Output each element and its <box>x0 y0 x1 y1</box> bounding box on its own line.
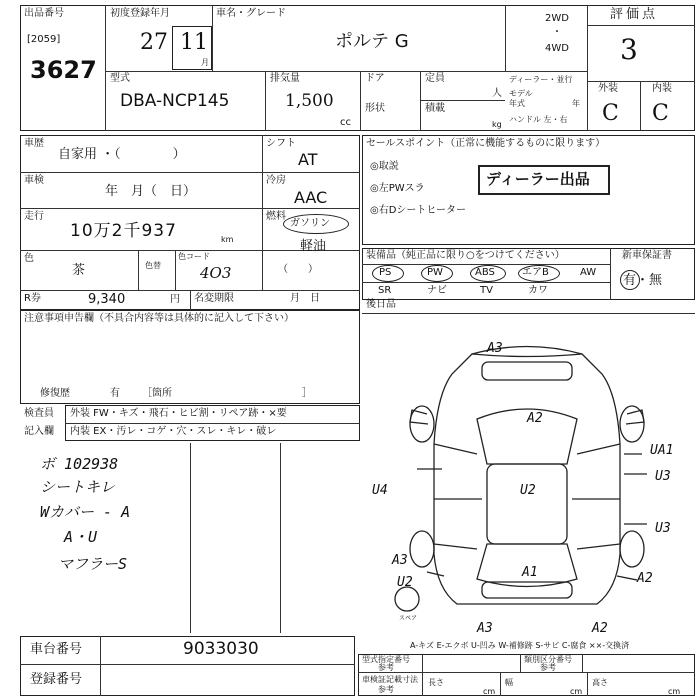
capacity-label: 定員 <box>425 73 445 84</box>
recycle-label: R券 <box>24 293 41 304</box>
lot-label: 出品番号 <box>24 8 64 19</box>
mark-a2-right: A2 <box>637 571 653 586</box>
lot-number: 3627 <box>30 56 97 84</box>
drive-2wd: 2WD <box>545 13 569 24</box>
sales-label: セールスポイント（正常に機能するものに限ります） <box>366 138 606 149</box>
int-label: 内装 <box>652 83 672 94</box>
ac-value: AAC <box>294 188 328 207</box>
mileage-label: 走行 <box>24 211 44 222</box>
model-value: DBA-NCP145 <box>120 91 230 111</box>
shape-label: 形状 <box>365 103 385 114</box>
spare-label: スペア <box>399 615 418 622</box>
model-year-label1: モデル <box>509 89 533 98</box>
shift-label: シフト <box>266 138 296 149</box>
chassis-label: 車台番号 <box>30 642 83 657</box>
handwritten-note-1: ボ 102938 <box>40 455 119 473</box>
mark-u2-left: U2 <box>397 575 413 590</box>
mark-a2-bottom: A2 <box>592 621 608 636</box>
rear-items-label: 後日品 <box>366 299 396 310</box>
displacement-unit: cc <box>340 117 351 128</box>
color-value: 茶 <box>72 263 86 278</box>
registry-label: 名変期限 <box>194 293 234 304</box>
header-frame <box>20 5 695 131</box>
width-unit: cm <box>570 687 583 696</box>
inspector-ext-row: 外装 FW・キズ・飛石・ヒビ割・リペア跡・×要 <box>70 408 287 419</box>
equip-abs: ABS <box>475 267 495 278</box>
damage-legend: A-キズ E-エクボ U-凹み W-補修跡 S-サビ C-腐食 ××-交換済 <box>410 641 630 650</box>
load-label: 積載 <box>425 103 445 114</box>
notes-label: 注意事項申告欄（不具合内容等は具体的に記入して下さい） <box>24 313 294 324</box>
equip-aw: AW <box>580 267 597 278</box>
mark-a3-top: A3 <box>487 341 503 356</box>
repair-label: 修復歴 <box>40 388 70 399</box>
equipment-label: 装備品（純正品に限り○をつけてください） <box>366 250 565 261</box>
dealer-label: ディーラー・並行 <box>509 75 573 84</box>
displacement-label: 排気量 <box>270 73 300 84</box>
repair-place: ［箇所 ］ <box>142 388 312 399</box>
color-code-label: 色コード <box>178 252 210 261</box>
fuel-gasoline: ガソリン <box>290 218 330 229</box>
sales-item-1: ◎取説 <box>370 161 399 172</box>
inspect-value: 年 月（ 日） <box>105 184 197 199</box>
shift-value: AT <box>298 150 318 169</box>
capacity-unit: 人 <box>492 88 502 99</box>
length-unit: cm <box>483 687 496 696</box>
car-name: ポルテ G <box>335 31 409 52</box>
ext-grade: C <box>602 101 619 126</box>
equip-sr: SR <box>378 285 392 296</box>
car-name-label: 車名・グレード <box>216 8 286 19</box>
ext-label: 外装 <box>598 83 618 94</box>
mark-a1: A1 <box>522 565 538 580</box>
score-label: 評価点 <box>610 7 659 22</box>
door-label: ドア <box>365 73 385 84</box>
model-spec-ref: 参考 <box>378 663 394 672</box>
reg-year: 27 <box>140 30 168 55</box>
int-grade: C <box>652 101 669 126</box>
model-year-unit: 年 <box>572 99 580 108</box>
equip-ps: PS <box>379 267 392 278</box>
certified-label: 車検証記載寸法 <box>362 675 418 684</box>
inspector-label-1: 検査員 <box>24 408 54 419</box>
registration-label: 登録番号 <box>30 672 83 687</box>
mark-a2-roof: A2 <box>527 411 543 426</box>
fuel-label: 燃料 <box>266 211 286 222</box>
inspector-label-2: 記入欄 <box>24 426 54 437</box>
mark-u3-lower: U3 <box>655 521 671 536</box>
color-label: 色 <box>24 253 34 264</box>
score-value: 3 <box>620 33 638 66</box>
lot-tag: [2059] <box>27 34 61 45</box>
mark-a3-left: A3 <box>392 553 408 568</box>
color-code-value: 4O3 <box>200 264 232 282</box>
equip-pw: PW <box>427 267 443 278</box>
certified-ref: 参考 <box>378 685 394 694</box>
height-unit: cm <box>668 687 681 696</box>
mark-ua1: UA1 <box>650 443 674 458</box>
drive-dot: ・ <box>552 27 562 38</box>
equip-tv: TV <box>480 285 493 296</box>
equip-navi: ナビ <box>427 285 447 296</box>
fuel-other: （ ） <box>278 264 318 275</box>
displacement-value: 1,500 <box>285 91 334 111</box>
repair-value: 有 <box>110 388 120 399</box>
fuel-diesel: 軽油 <box>300 239 327 254</box>
handle-label: ハンドル 左・右 <box>509 115 568 124</box>
handwritten-note-2: シートキレ <box>40 478 115 496</box>
mark-a3-bottom: A3 <box>477 621 493 636</box>
width-label: 幅 <box>505 678 513 687</box>
inspect-label: 車検 <box>24 175 44 186</box>
mileage-value: 10万2千937 <box>70 221 177 241</box>
model-year-label2: 年式 <box>509 99 525 108</box>
chassis-number: 9033030 <box>183 639 259 659</box>
history-label: 車歴 <box>24 138 44 149</box>
warranty-label: 新車保証書 <box>622 250 672 261</box>
load-unit: kg <box>492 120 502 129</box>
model-spec-label: 型式指定番号 <box>362 655 410 664</box>
sales-item-2: ◎左PWスラ <box>370 183 425 194</box>
dealer-stamp-text: ディーラー出品 <box>486 170 590 188</box>
ac-label: 冷房 <box>266 175 286 186</box>
handwritten-note-4: A・U <box>64 528 98 546</box>
mark-u2-center: U2 <box>520 483 536 498</box>
mark-u4: U4 <box>372 483 388 498</box>
warranty-value: 有・無 <box>623 273 663 288</box>
car-damage-diagram <box>362 314 695 636</box>
handwritten-note-5: マフラーS <box>58 555 128 573</box>
mileage-unit: km <box>221 235 234 244</box>
equip-airbag: エアB <box>522 267 549 278</box>
handwritten-note-3: Wカバー - A <box>40 503 131 521</box>
equip-leather: カワ <box>528 285 548 296</box>
category-label: 類別区分番号 <box>524 655 572 664</box>
reg-date-label: 初度登録年月 <box>110 8 170 19</box>
recycle-unit: 円 <box>170 294 180 305</box>
mark-u3-right: U3 <box>655 469 671 484</box>
category-ref: 参考 <box>540 663 556 672</box>
length-label: 長さ <box>428 678 444 687</box>
recycle-value: 9,340 <box>88 292 126 307</box>
registry-value: 月 日 <box>290 293 320 304</box>
drive-4wd: 4WD <box>545 43 569 54</box>
sales-item-3: ◎右Dシートヒーター <box>370 205 467 216</box>
model-label: 型式 <box>110 73 130 84</box>
inspector-int-row: 内装 EX・汚レ・コゲ・穴・スレ・キレ・破レ <box>70 426 277 437</box>
reg-month-unit: 月 <box>201 58 209 67</box>
reg-month: 11 <box>180 30 208 55</box>
color-change-label: 色替 <box>145 261 161 270</box>
history-value: 自家用 ・（ ） <box>58 147 186 162</box>
height-label: 高さ <box>592 678 608 687</box>
